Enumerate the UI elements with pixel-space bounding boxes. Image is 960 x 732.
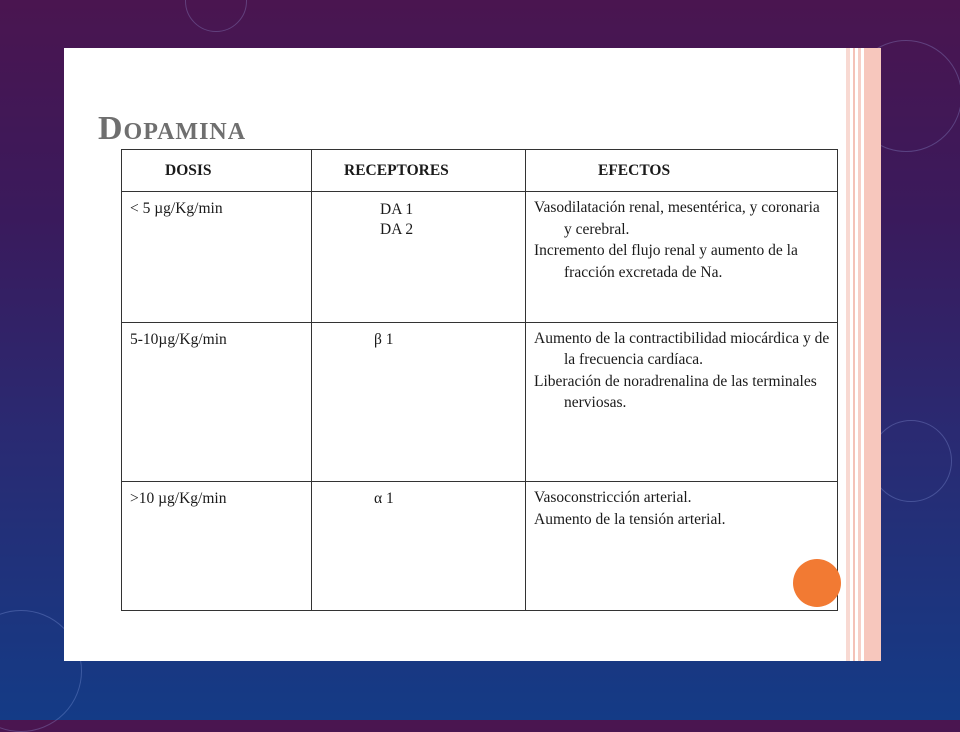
- header-dosis: DOSIS: [122, 150, 312, 192]
- slide: [64, 48, 881, 661]
- efecto: Aumento de la tensión arterial.: [534, 510, 726, 528]
- receptor: DA 1: [380, 201, 414, 218]
- receptor: β 1: [374, 330, 394, 348]
- receptores-cell: [312, 192, 526, 323]
- decorative-stripe: [858, 48, 861, 661]
- decorative-stripe: [853, 48, 855, 661]
- receptor: α 1: [374, 490, 394, 508]
- background-decoration: [185, 0, 247, 32]
- table-row: [122, 322, 838, 482]
- receptores-cell: [312, 482, 526, 611]
- efecto: Liberación de noradrenalina de las terminales nerviosas.: [534, 372, 817, 412]
- efectos-cell: [526, 192, 838, 323]
- header-receptores: RECEPTORES: [312, 150, 526, 192]
- efecto: Incremento del flujo renal y aumento de la fracción excretada de Na.: [534, 242, 798, 281]
- receptores-cell: [312, 322, 526, 482]
- dosis-cell: < 5 µg/Kg/min: [122, 192, 312, 323]
- table-row: [122, 482, 838, 611]
- table-row: [122, 192, 838, 323]
- accent-dot: [793, 559, 841, 607]
- efecto: Aumento de la contractibilidad miocárdica y de la frecuencia cardíaca.: [534, 329, 830, 369]
- dosis-cell: 5-10µg/Kg/min: [122, 322, 312, 482]
- efecto: Vasoconstricción arterial.: [534, 489, 692, 507]
- efectos-cell: [526, 322, 838, 482]
- decorative-stripe: [864, 48, 881, 661]
- dosage-table: [121, 149, 838, 611]
- dosis-cell: >10 µg/Kg/min: [122, 482, 312, 611]
- background-decoration: [870, 420, 952, 502]
- decorative-stripe: [846, 48, 850, 661]
- receptor: DA 2: [380, 221, 414, 238]
- efecto: Vasodilatación renal, mesentérica, y coronaria y cerebral.: [534, 199, 820, 238]
- table-header-row: [122, 150, 838, 192]
- slide-title: Dopamina: [98, 110, 247, 147]
- efectos-cell: [526, 482, 838, 611]
- header-efectos: EFECTOS: [526, 150, 838, 192]
